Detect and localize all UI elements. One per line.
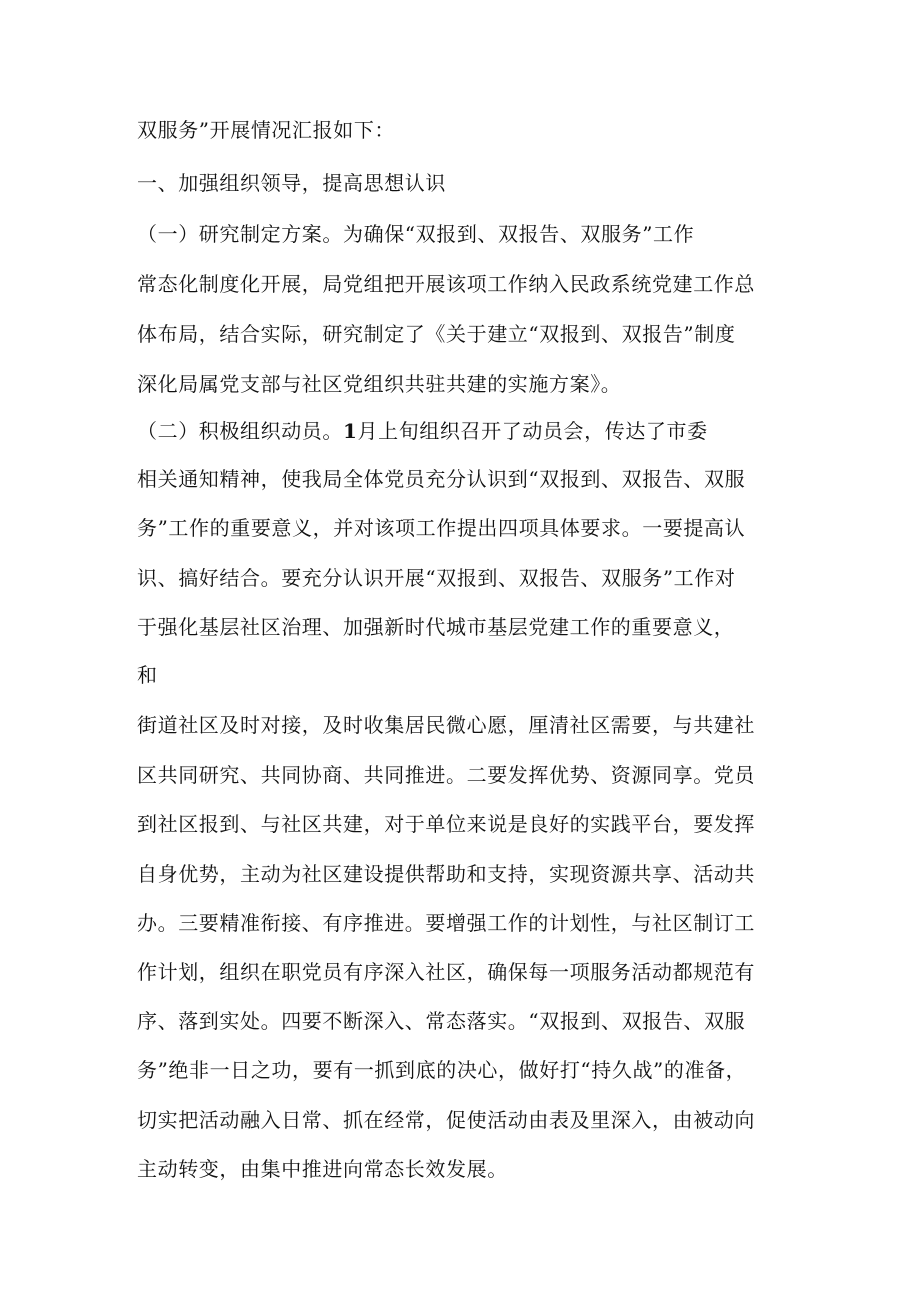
text-line-14: 区共同研究、共同协商、共同推进。二要发挥优势、资源同享。党员 [137, 763, 755, 787]
text-line-1: 双服务”开展情况汇报如下： [137, 118, 396, 142]
text-line-17: 办。三要精准衔接、有序推进。要增强工作的计划性，与社区制订工 [137, 911, 755, 935]
paragraph-continuation: 月上旬组织召开了动员会，传达了市委 [357, 419, 708, 443]
text-line-8: 相关通知精神，使我局全体党员充分认识到“双报到、双报告、双服 [137, 467, 746, 491]
text-line-12: 和 [137, 663, 158, 687]
text-line-3: （一）研究制定方案。为确保“双报到、双报告、双服务”工作 [137, 222, 695, 246]
text-line-13: 街道社区及时对接，及时收集居民微心愿，厘清社区需要，与共建社 [137, 713, 755, 737]
text-line-10: 识、搞好结合。要充分认识开展“双报到、双报告、双服务”工作对 [137, 566, 736, 590]
text-line-18: 作计划，组织在职党员有序深入社区，确保每一项服务活动都规范有 [137, 960, 755, 984]
text-line-20: 务”绝非一日之功，要有一抓到底的决心，做好打“持久战”的准备， [137, 1058, 747, 1082]
text-line-16: 自身优势，主动为社区建设提供帮助和支持，实现资源共享、活动共 [137, 862, 755, 886]
month-number: 1 [343, 419, 358, 443]
text-line-21: 切实把活动融入日常、抓在经常，促使活动由表及里深入，由被动向 [137, 1108, 755, 1132]
text-line-4: 常态化制度化开展，局党组把开展该项工作纳入民政系统党建工作总 [137, 272, 755, 296]
section-heading: 一、加强组织领导，提高思想认识 [137, 171, 446, 195]
paragraph-prefix: （二）积极组织动员。 [137, 419, 343, 443]
text-line-22: 主动转变，由集中推进向常态长效发展。 [137, 1157, 508, 1181]
text-line-6: 深化局属党支部与社区党组织共驻共建的实施方案》。 [137, 372, 622, 396]
text-line-11: 于强化基层社区治理、加强新时代城市基层党建工作的重要意义， [137, 615, 735, 639]
text-line-19: 序、落到实处。四要不断深入、常态落实。“双报到、双报告、双服 [137, 1009, 746, 1033]
text-line-7 [137, 419, 708, 443]
text-line-5: 体布局，结合实际，研究制定了《关于建立“双报到、双报告”制度 [137, 322, 736, 346]
text-line-9: 务”工作的重要意义，并对该项工作提出四项具体要求。一要提高认 [137, 516, 746, 540]
text-line-15: 到社区报到、与社区共建，对于单位来说是良好的实践平台，要发挥 [137, 812, 755, 836]
